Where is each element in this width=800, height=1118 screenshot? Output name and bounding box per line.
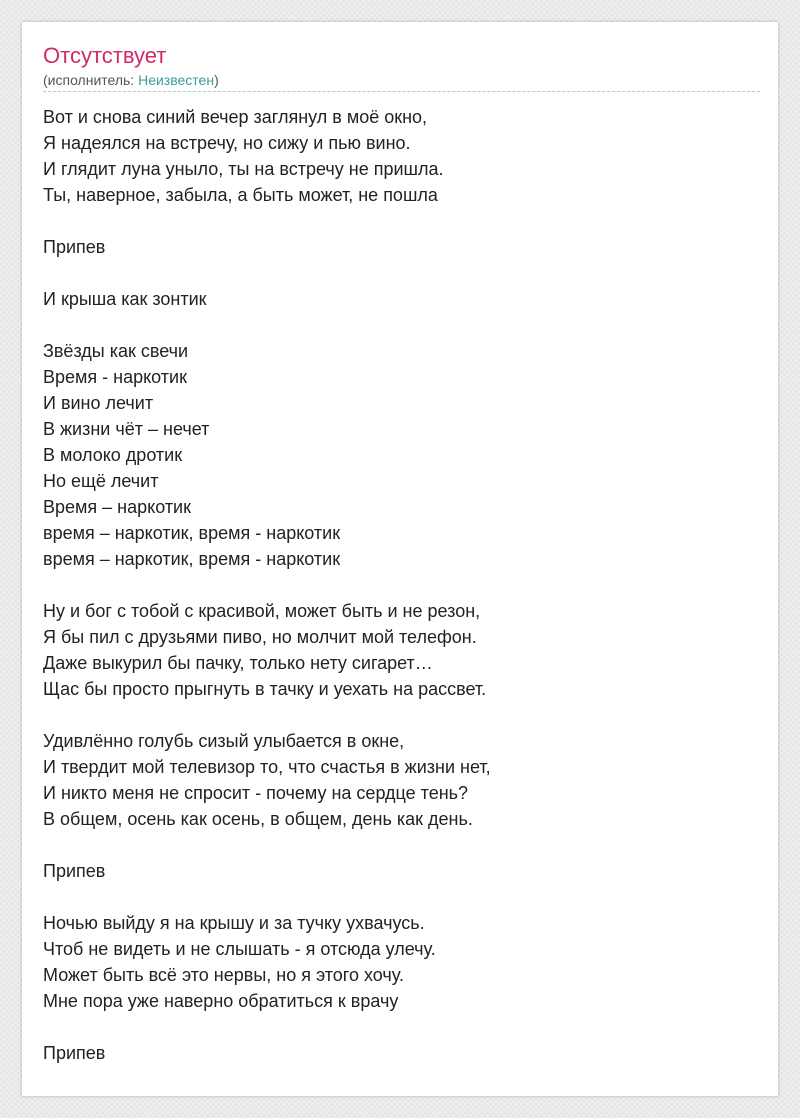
lyric-line: Может быть всё это нервы, но я этого хочу. xyxy=(43,965,404,985)
lyric-line: В общем, осень как осень, в общем, день как день. xyxy=(43,809,473,829)
lyric-line: И вино лечит xyxy=(43,393,154,413)
lyric-line: время – наркотик, время - наркотик xyxy=(43,523,341,543)
lyric-line: Чтоб не видеть и не слышать - я отсюда улечу. xyxy=(43,939,436,959)
lyric-line: Мне пора уже наверно обратиться к врачу xyxy=(43,991,399,1011)
lyric-line: Ну и бог с тобой с красивой, может быть и не резон, xyxy=(43,601,481,621)
lyric-line: В жизни чёт – нечет xyxy=(43,419,210,439)
lyric-line xyxy=(43,208,758,234)
divider xyxy=(43,91,760,92)
lyric-line: Удивлённо голубь сизый улыбается в окне, xyxy=(43,731,405,751)
artist-prefix: (исполнитель: xyxy=(43,72,139,88)
lyrics-card xyxy=(22,22,778,1096)
lyric-line: Припев xyxy=(43,237,106,257)
artist-link[interactable]: Неизвестен xyxy=(138,72,215,88)
lyric-line: Даже выкурил бы пачку, только нету сигарет… xyxy=(43,653,433,673)
lyric-line: В молоко дротик xyxy=(43,445,183,465)
lyric-line: Я надеялся на встречу, но сижу и пью вино. xyxy=(43,133,411,153)
lyric-line: Припев xyxy=(43,861,106,881)
lyric-line xyxy=(43,260,758,286)
lyric-line xyxy=(43,884,758,910)
lyric-line: Припев xyxy=(43,1043,106,1063)
artist-line xyxy=(43,71,758,89)
lyric-line: Ты, наверное, забыла, а быть может, не пошла xyxy=(43,185,438,205)
lyric-line: Звёзды как свечи xyxy=(43,341,189,361)
song-title: Отсутствует xyxy=(43,43,167,68)
lyric-line: И глядит луна уныло, ты на встречу не пришла. xyxy=(43,159,444,179)
lyric-line: Ночью выйду я на крышу и за тучку ухвачусь. xyxy=(43,913,425,933)
artist-suffix: ) xyxy=(214,72,219,88)
lyric-line xyxy=(43,832,758,858)
lyric-line xyxy=(43,572,758,598)
lyric-line: Я бы пил с друзьями пиво, но молчит мой телефон. xyxy=(43,627,477,647)
lyric-line xyxy=(43,1014,758,1040)
lyric-line xyxy=(43,702,758,728)
lyric-line: Но ещё лечит xyxy=(43,471,159,491)
lyric-line xyxy=(43,312,758,338)
lyrics-text xyxy=(43,104,758,1066)
lyric-line: Время - наркотик xyxy=(43,367,187,387)
lyric-line: И никто меня не спросит - почему на сердце тень? xyxy=(43,783,469,803)
lyric-line: Вот и снова синий вечер заглянул в моё окно, xyxy=(43,107,428,127)
lyric-line: Щас бы просто прыгнуть в тачку и уехать на рассвет. xyxy=(43,679,487,699)
lyric-line: время – наркотик, время - наркотик xyxy=(43,549,341,569)
lyric-line: И крыша как зонтик xyxy=(43,289,207,309)
lyric-line: И твердит мой телевизор то, что счастья в жизни нет, xyxy=(43,757,491,777)
lyric-line: Время – наркотик xyxy=(43,497,191,517)
